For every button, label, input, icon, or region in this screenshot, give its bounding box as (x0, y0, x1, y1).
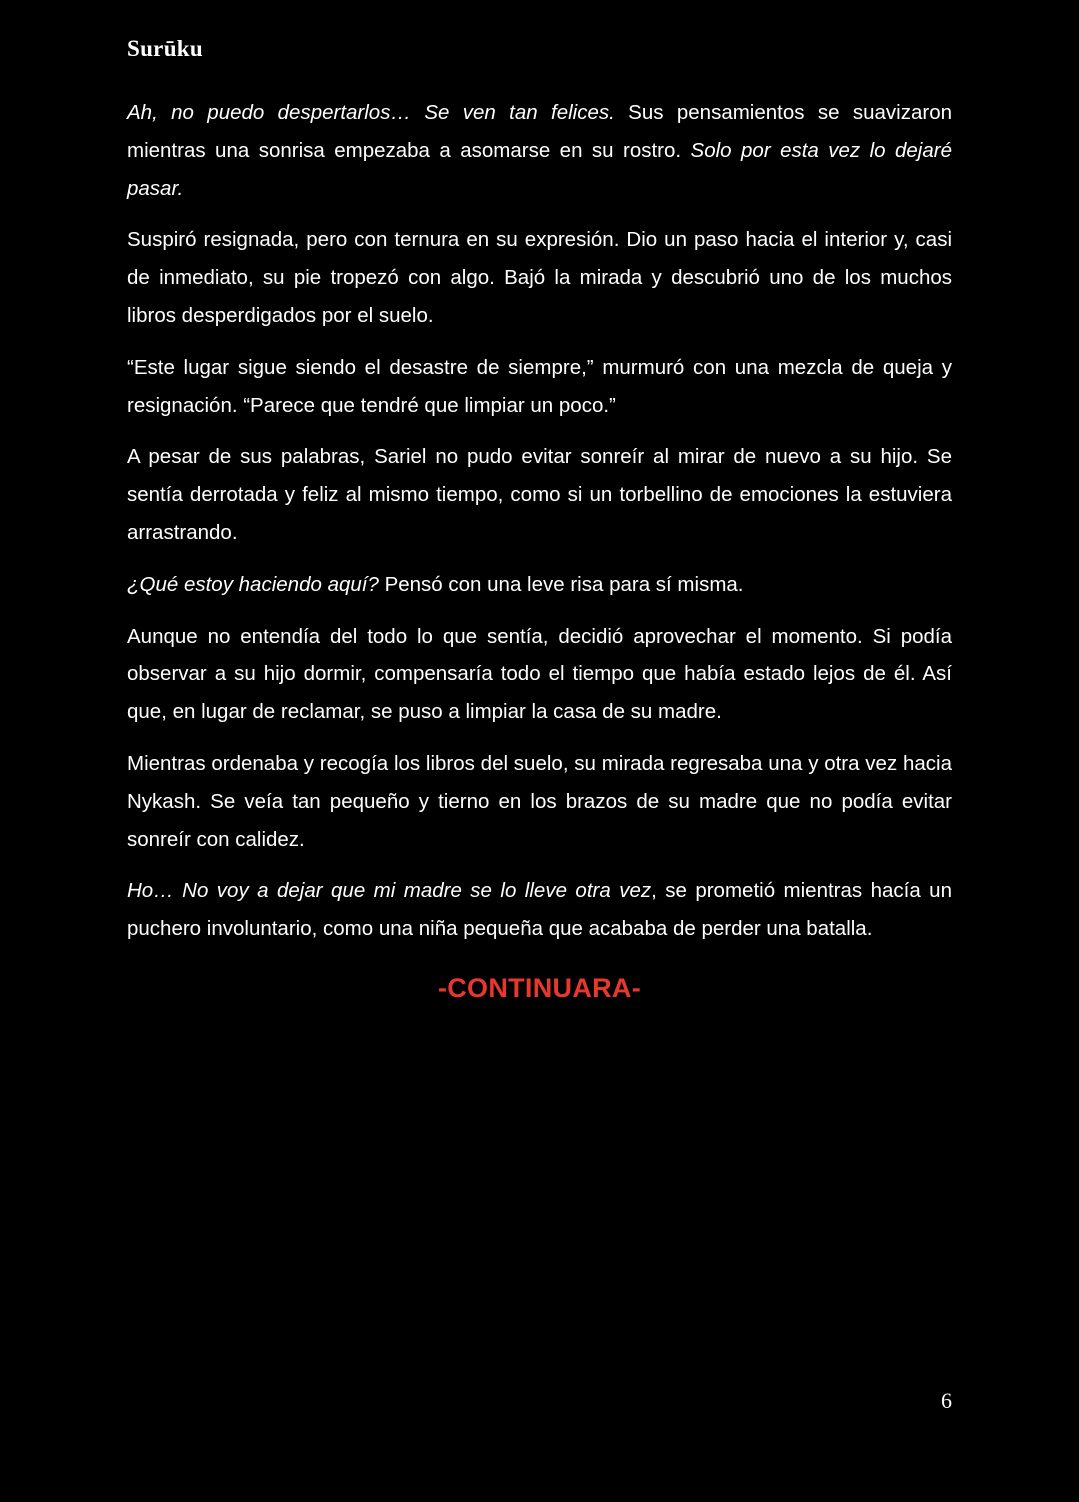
paragraph (127, 618, 952, 731)
paragraph (127, 745, 952, 858)
italic-thought-text: Ah, no puedo despertarlos… Se ven tan felices. (127, 101, 615, 124)
italic-thought-text: Solo por esta vez lo dejaré pasar. (127, 138, 952, 200)
continuara-label: -CONTINUARA- (437, 972, 642, 1003)
narrative-text: A pesar de sus palabras, Sariel no pudo evitar sonreír al mirar de nuevo a su hijo. Se sentía derrotada y feliz al mismo tiempo, como si un torbellino de emociones la estuviera arrastrando. (127, 445, 952, 544)
paragraph (127, 438, 952, 551)
paragraph (127, 872, 952, 948)
narrative-text: Pensó con una leve risa para sí misma. (378, 572, 744, 596)
narrative-text: Mientras ordenaba y recogía los libros del suelo, su mirada regresaba una y otra vez hacia Nykash. Se veía tan pequeño y tierno en los brazos de su madre que no podía evitar sonreír con calidez. (127, 751, 952, 851)
chapter-text (127, 94, 952, 1008)
narrative-text: , se prometió mientras hacía un puchero involuntario, como una niña pequeña que acababa de perder una batalla. (127, 879, 952, 941)
paragraph (127, 349, 952, 425)
paragraph (127, 94, 952, 207)
italic-thought-text: Ho… No voy a dejar que mi madre se lo lleve otra vez (127, 879, 652, 903)
italic-thought-text: ¿Qué estoy haciendo aquí? (127, 572, 379, 596)
narrative-text: Aunque no entendía del todo lo que sentía, decidió aprovechar el momento. Si podía observar a su hijo dormir, compensaría todo el tiempo que había estado lejos de él. Así que, en lugar de reclamar, se puso a limpiar la casa de su madre. (127, 624, 952, 724)
narrative-text: “Este lugar sigue siendo el desastre de siempre,” murmuró con una mezcla de queja y resignación. “Parece que tendré que limpiar un poco.” (127, 355, 952, 417)
page-header-title: Surūku (127, 36, 203, 61)
narrative-text: Sus pensamientos se suavizaron mientras una sonrisa empezaba a asomarse en su rostro. (127, 101, 953, 162)
paragraph (127, 566, 952, 604)
page-number: 6 (941, 1388, 952, 1413)
narrative-text: Suspiró resignada, pero con ternura en su expresión. Dio un paso hacia el interior y, casi de inmediato, su pie tropezó con algo. Bajó la mirada y descubrió uno de los muchos libros desperdigados por el suelo. (127, 228, 952, 327)
paragraph (127, 221, 952, 334)
